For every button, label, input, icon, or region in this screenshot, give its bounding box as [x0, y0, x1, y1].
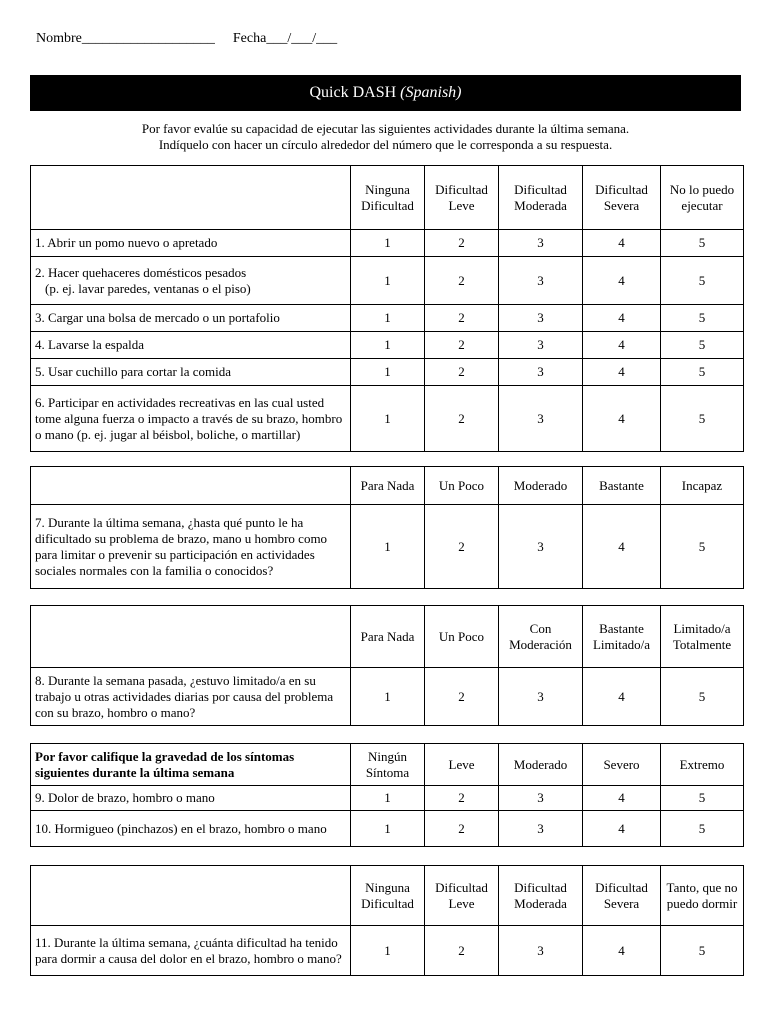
- column-header: Extremo: [661, 744, 744, 786]
- column-header: Dificultad Leve: [425, 166, 499, 230]
- section-1-table: [30, 165, 744, 452]
- rating-option[interactable]: 5: [661, 359, 744, 386]
- question-row: [31, 786, 744, 811]
- instructions: [30, 121, 741, 153]
- rating-option[interactable]: 3: [499, 305, 583, 332]
- rating-option[interactable]: 5: [661, 926, 744, 976]
- title-bar: [30, 75, 741, 111]
- rating-option[interactable]: 1: [351, 668, 425, 726]
- rating-option[interactable]: 3: [499, 386, 583, 452]
- rating-option[interactable]: 5: [661, 505, 744, 589]
- column-header: Limitado/a Totalmente: [661, 606, 744, 668]
- question-row: [31, 257, 744, 305]
- question-row: [31, 926, 744, 976]
- column-header: Moderado: [499, 744, 583, 786]
- rating-option[interactable]: 5: [661, 811, 744, 847]
- column-header: Ninguna Dificultad: [351, 866, 425, 926]
- rating-option[interactable]: 2: [425, 926, 499, 976]
- question-label: 8. Durante la semana pasada, ¿estuvo limitado/a en su trabajo u otras actividades diarias por causa del problema con su brazo, hombro o mano?: [31, 668, 351, 726]
- rating-option[interactable]: 2: [425, 505, 499, 589]
- rating-option[interactable]: 4: [583, 230, 661, 257]
- rating-option[interactable]: 5: [661, 786, 744, 811]
- section-3-header-row: [31, 606, 744, 668]
- question-label: 10. Hormigueo (pinchazos) en el brazo, hombro o mano: [31, 811, 351, 847]
- name-field[interactable]: Nombre___________________: [36, 31, 215, 46]
- question-label: 5. Usar cuchillo para cortar la comida: [31, 359, 351, 386]
- rating-option[interactable]: 4: [583, 786, 661, 811]
- question-label: 7. Durante la última semana, ¿hasta qué punto le ha dificultado su problema de brazo, mano u hombro como para limitar o prevenir su participación en actividades sociales normales con la familia o conocidos?: [31, 505, 351, 589]
- rating-option[interactable]: 1: [351, 257, 425, 305]
- instructions-line-2: Indíquelo con hacer un círculo alrededor del número que le corresponda a su respuesta.: [158, 137, 613, 152]
- section-2-header-row: [31, 467, 744, 505]
- form-title: Quick DASH: [309, 84, 397, 101]
- rating-option[interactable]: 3: [499, 332, 583, 359]
- question-row: [31, 505, 744, 589]
- column-header: Dificultad Severa: [583, 166, 661, 230]
- question-label-line-2: (p. ej. lavar paredes, ventanas o el piso): [45, 280, 251, 296]
- section-4-header-row: [31, 744, 744, 786]
- header-blank-cell: [31, 606, 351, 668]
- header-fields: [36, 31, 337, 47]
- section-4-table: [30, 743, 744, 847]
- rating-option[interactable]: 4: [583, 359, 661, 386]
- rating-option[interactable]: 4: [583, 257, 661, 305]
- column-header: Ningún Síntoma: [351, 744, 425, 786]
- column-header: Dificultad Moderada: [499, 866, 583, 926]
- question-label-line-1: 2. Hacer quehaceres domésticos pesados: [35, 264, 247, 280]
- question-label: 9. Dolor de brazo, hombro o mano: [31, 786, 351, 811]
- rating-option[interactable]: 2: [425, 230, 499, 257]
- rating-option[interactable]: 1: [351, 386, 425, 452]
- column-header: Dificultad Moderada: [499, 166, 583, 230]
- header-blank-cell: [31, 467, 351, 505]
- column-header: Bastante Limitado/a: [583, 606, 661, 668]
- column-header: Un Poco: [425, 606, 499, 668]
- question-row: [31, 386, 744, 452]
- rating-option[interactable]: 1: [351, 926, 425, 976]
- column-header: Incapaz: [661, 467, 744, 505]
- rating-option[interactable]: 1: [351, 811, 425, 847]
- rating-option[interactable]: 3: [499, 926, 583, 976]
- column-header: Dificultad Severa: [583, 866, 661, 926]
- question-row: [31, 305, 744, 332]
- column-header: Moderado: [499, 467, 583, 505]
- rating-option[interactable]: 5: [661, 332, 744, 359]
- section-1-header-row: [31, 166, 744, 230]
- rating-option[interactable]: 2: [425, 359, 499, 386]
- section-5-table: [30, 865, 744, 976]
- rating-option[interactable]: 3: [499, 811, 583, 847]
- section-4-prompt: Por favor califique la gravedad de los síntomas siguientes durante la última semana: [31, 744, 351, 786]
- instructions-line-1: Por favor evalúe su capacidad de ejecutar las siguientes actividades durante la última semana.: [141, 121, 630, 136]
- column-header: Bastante: [583, 467, 661, 505]
- rating-option[interactable]: 2: [425, 332, 499, 359]
- form-language: (Spanish): [400, 84, 462, 101]
- rating-option[interactable]: 5: [661, 305, 744, 332]
- rating-option[interactable]: 4: [583, 332, 661, 359]
- rating-option[interactable]: 1: [351, 305, 425, 332]
- question-row: [31, 668, 744, 726]
- rating-option[interactable]: 2: [425, 811, 499, 847]
- column-header: Dificultad Leve: [425, 866, 499, 926]
- rating-option[interactable]: 2: [425, 386, 499, 452]
- question-label: [31, 257, 351, 305]
- rating-option[interactable]: 3: [499, 257, 583, 305]
- question-row: [31, 230, 744, 257]
- rating-option[interactable]: 4: [583, 926, 661, 976]
- rating-option[interactable]: 3: [499, 505, 583, 589]
- rating-option[interactable]: 5: [661, 230, 744, 257]
- column-header: Tanto, que no puedo dormir: [661, 866, 744, 926]
- question-row: [31, 811, 744, 847]
- rating-option[interactable]: 3: [499, 786, 583, 811]
- rating-option[interactable]: 1: [351, 332, 425, 359]
- date-field[interactable]: Fecha___/___/___: [232, 31, 338, 46]
- question-label: 4. Lavarse la espalda: [31, 332, 351, 359]
- rating-option[interactable]: 3: [499, 230, 583, 257]
- rating-option[interactable]: 1: [351, 230, 425, 257]
- rating-option[interactable]: 3: [499, 668, 583, 726]
- header-blank-cell: [31, 166, 351, 230]
- section-2-table: [30, 466, 744, 589]
- column-header: Un Poco: [425, 467, 499, 505]
- column-header: Leve: [425, 744, 499, 786]
- rating-option[interactable]: 2: [425, 305, 499, 332]
- rating-option[interactable]: 5: [661, 386, 744, 452]
- question-label: 11. Durante la última semana, ¿cuánta dificultad ha tenido para dormir a causa del dolor en el brazo, hombro o mano?: [31, 926, 351, 976]
- rating-option[interactable]: 2: [425, 786, 499, 811]
- question-label: 3. Cargar una bolsa de mercado o un portafolio: [31, 305, 351, 332]
- rating-option[interactable]: 4: [583, 505, 661, 589]
- rating-option[interactable]: 1: [351, 786, 425, 811]
- rating-option[interactable]: 5: [661, 668, 744, 726]
- rating-option[interactable]: 4: [583, 668, 661, 726]
- section-5-header-row: [31, 866, 744, 926]
- section-3-table: [30, 605, 744, 726]
- question-label: 1. Abrir un pomo nuevo o apretado: [31, 230, 351, 257]
- question-row: [31, 359, 744, 386]
- column-header: Ninguna Dificultad: [351, 166, 425, 230]
- rating-option[interactable]: 2: [425, 668, 499, 726]
- rating-option[interactable]: 4: [583, 811, 661, 847]
- rating-option[interactable]: 4: [583, 305, 661, 332]
- question-row: [31, 332, 744, 359]
- rating-option[interactable]: 5: [661, 257, 744, 305]
- question-label: 6. Participar en actividades recreativas en las cual usted tome alguna fuerza o impacto a través de su brazo, hombro o mano (p. ej. jugar al béisbol, boliche, o martillar): [31, 386, 351, 452]
- column-header: Con Moderación: [499, 606, 583, 668]
- column-header: Para Nada: [351, 606, 425, 668]
- rating-option[interactable]: 4: [583, 386, 661, 452]
- rating-option[interactable]: 1: [351, 359, 425, 386]
- column-header: No lo puedo ejecutar: [661, 166, 744, 230]
- column-header: Para Nada: [351, 467, 425, 505]
- column-header: Severo: [583, 744, 661, 786]
- rating-option[interactable]: 2: [425, 257, 499, 305]
- rating-option[interactable]: 3: [499, 359, 583, 386]
- header-blank-cell: [31, 866, 351, 926]
- rating-option[interactable]: 1: [351, 505, 425, 589]
